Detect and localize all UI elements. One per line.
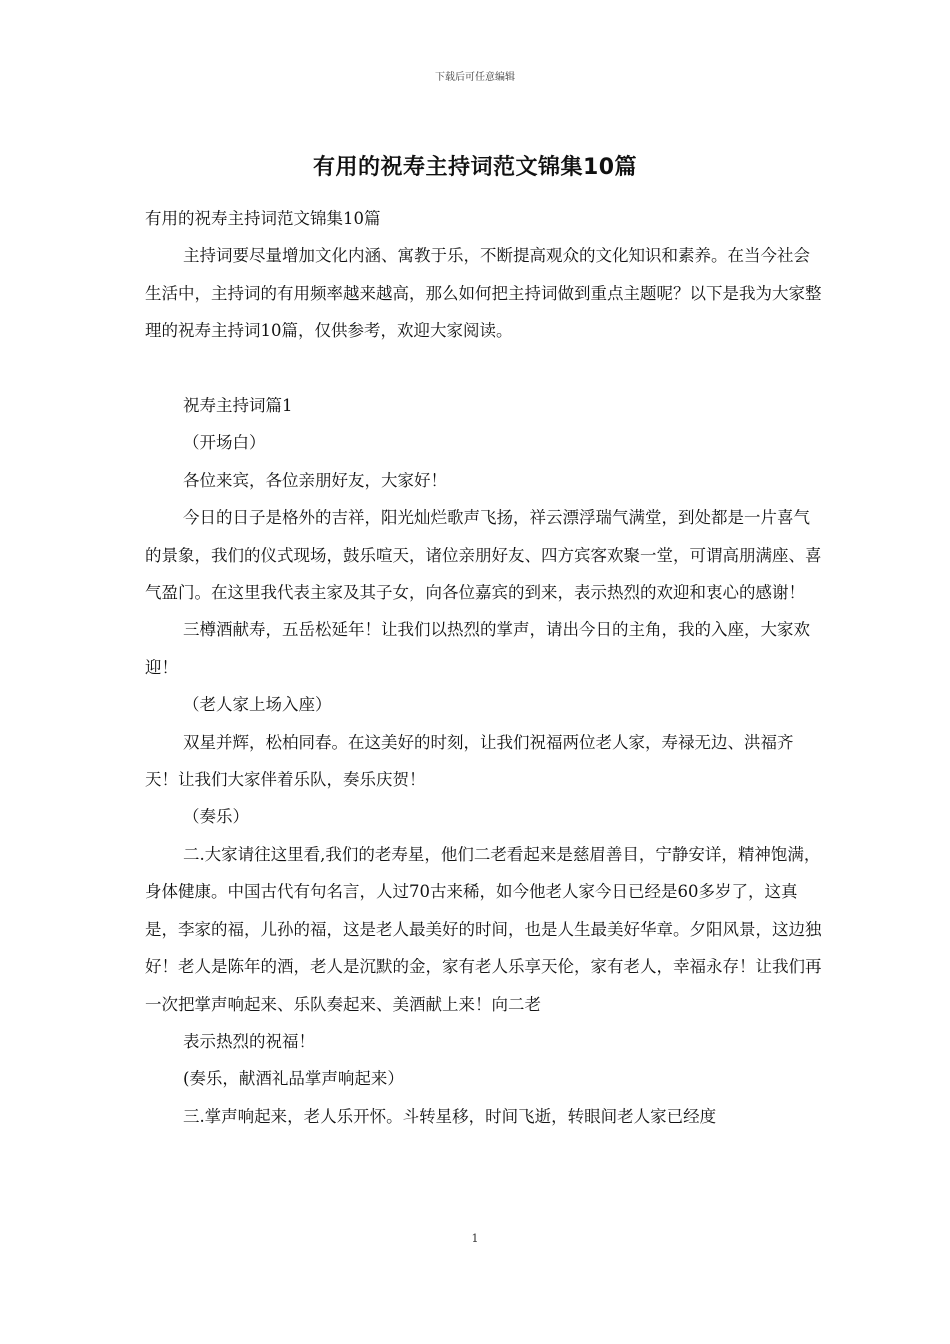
paragraph-greeting: 各位来宾，各位亲朋好友，大家好！ — [182, 470, 447, 490]
paragraph-part-three: 三.掌声响起来，老人乐开怀。斗转星移，时间飞逝，转眼间老人家已经度 — [182, 1106, 717, 1126]
document-subtitle: 有用的祝寿主持词范文锦集10篇 — [145, 209, 381, 228]
intro-paragraph: 主持词要尽量增加文化内涵、寓教于乐，不断提高观众的文化知识和素养。在当今社会生活中，主持词的有用频率越来越高，那么如何把主持词做到重点主题呢？以下是我为大家整理的祝寿主持词10篇，仅供参考，欢迎大家阅读。 — [145, 246, 822, 341]
paragraph-gift-note: (奏乐，献酒礼品掌声响起来） — [182, 1069, 404, 1089]
header-note: 下载后可任意编辑 — [435, 72, 515, 83]
section-heading: 祝寿主持词篇1 — [182, 396, 293, 416]
document-title: 有用的祝寿主持词范文锦集10篇 — [312, 155, 638, 180]
page-number: 1 — [471, 1232, 479, 1245]
paragraph-music-note: （奏乐） — [182, 807, 249, 827]
paragraph-part-two: 二.大家请往这里看,我们的老寿星，他们二老看起来是慈眉善目，宁静安详，精神饱满，身体健康。中国古代有句名言，人过70古来稀，如今他老人家今日已经是60多岁了，这真是，李家的福，儿孙的福，这是老人最美好的时间，也是人生最美好华章。夕阳风景，这边独好！老人是陈年的酒，老人是沉默的金，家有老人乐享天伦，家有老人，幸福永存！让我们再一次把掌声响起来、乐队奏起来、美酒献上来！向二老 — [145, 844, 822, 1014]
paragraph-today: 今日的日子是格外的吉祥，阳光灿烂歌声飞扬，祥云漂浮瑞气满堂，到处都是一片喜气的景象，我们的仪式现场，鼓乐喧天，诸位亲朋好友、四方宾客欢聚一堂，可谓高朋满座、喜气盈门。在这里我代表主家及其子女，向各位嘉宾的到来，表示热烈的欢迎和衷心的感谢！ — [145, 508, 822, 603]
paragraph-wishes: 表示热烈的祝福！ — [182, 1031, 315, 1051]
blank-line — [145, 350, 825, 387]
paragraph-opening-note: （开场白） — [182, 433, 266, 453]
document-body — [145, 200, 825, 1135]
paragraph-toast: 三樽酒献寿，五岳松延年！让我们以热烈的掌声，请出今日的主角，我的入座，大家欢迎！ — [145, 620, 810, 677]
paragraph-blessing: 双星并辉，松柏同春。在这美好的时刻，让我们祝福两位老人家，寿禄无边、洪福齐天！让我们大家伴着乐队，奏乐庆贺！ — [145, 732, 794, 790]
paragraph-entrance-note: （老人家上场入座） — [182, 695, 332, 715]
